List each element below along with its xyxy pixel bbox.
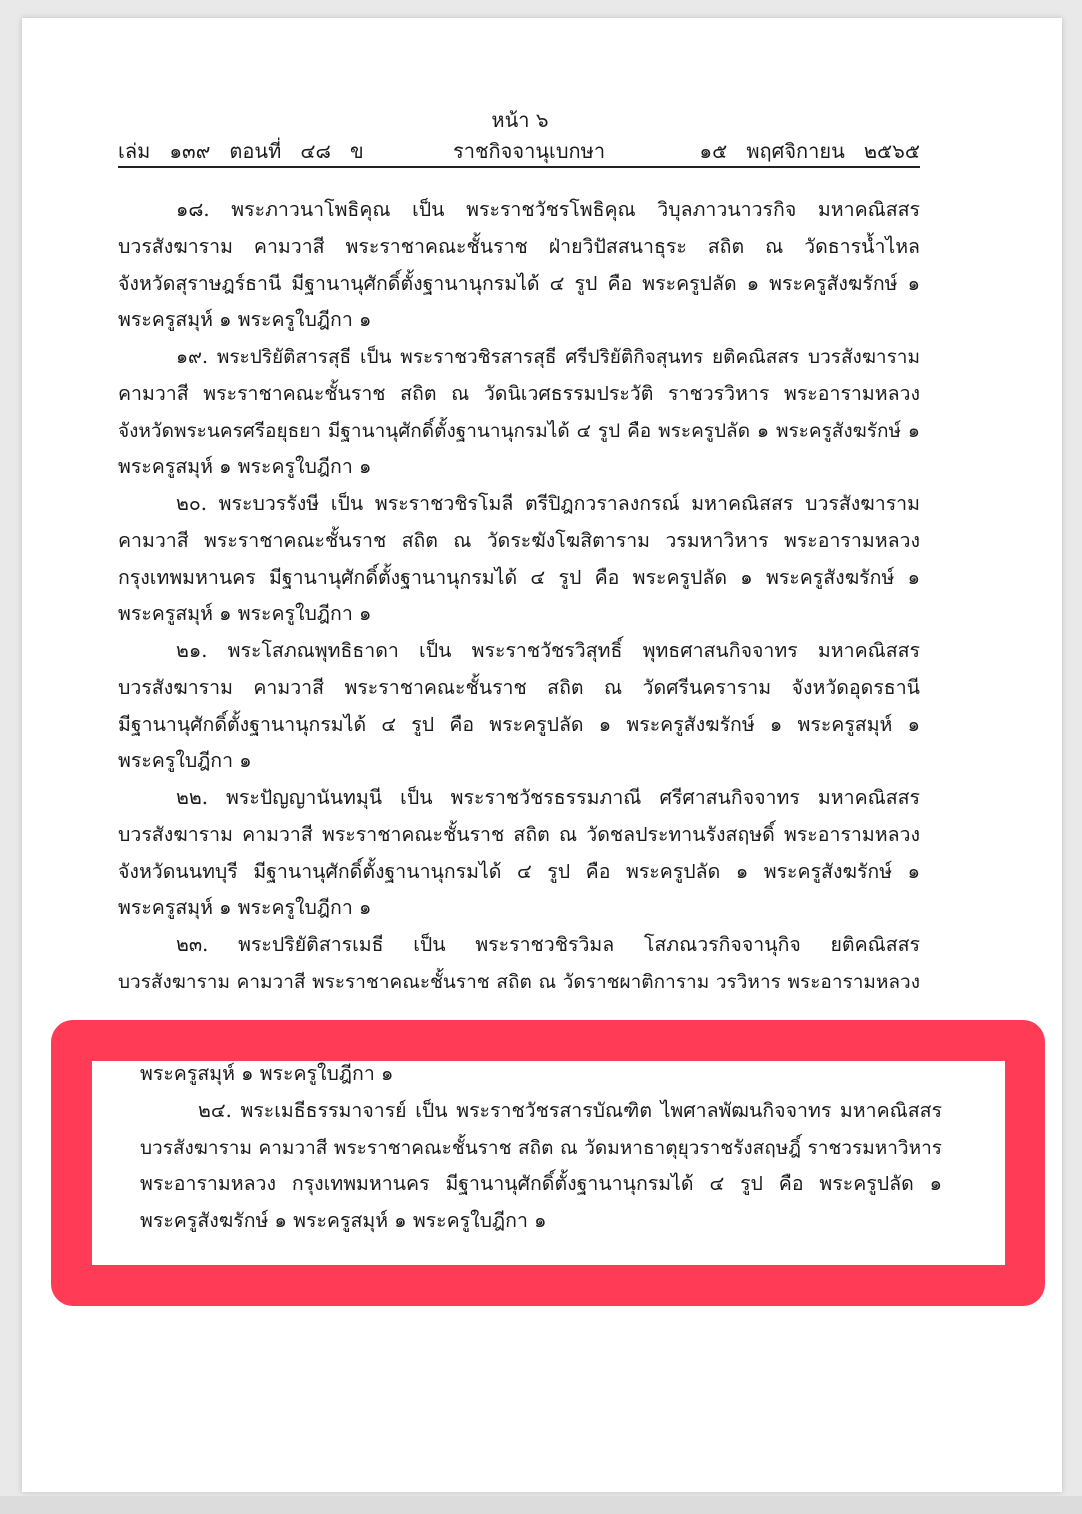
gazette-header (118, 138, 920, 168)
volume-issue: เล่ม ๑๓๙ ตอนที่ ๔๘ ข (118, 139, 364, 163)
text-line: บวรสังฆาราม คามวาสี พระราชาคณะชั้นราช สถิต ณ วัดศรีนคราราม จังหวัดอุดรธานี (118, 675, 920, 699)
text-line: ๒๔. พระเมธีธรรมาจารย์ เป็น พระราชวัชรสารบัณฑิต ไพศาลพัฒนกิจจาทร มหาคณิสสร (198, 1098, 942, 1122)
text-line: พระอารามหลวง กรุงเทพมหานคร มีฐานานุศักดิ์ตั้งฐานานุกรมได้ ๔ รูป คือ พระครูปลัด ๑ (140, 1172, 942, 1196)
text-line: บวรสังฆาราม คามวาสี พระราชาคณะชั้นราช สถิต ณ วัดราชผาติการาม วรวิหาร พระอารามหลวง (118, 970, 920, 993)
text-line: จังหวัดสุราษฎร์ธานี มีฐานานุศักดิ์ตั้งฐานานุกรมได้ ๔ รูป คือ พระครูปลัด ๑ พระครูสังฆรักษ์ ๑ (118, 271, 920, 295)
text-line: พระครูสมุห์ ๑ พระครูใบฎีกา ๑ (140, 1062, 394, 1085)
text-line: พระครูใบฎีกา ๑ (118, 749, 252, 773)
text-line: จังหวัดพระนครศรีอยุธยา มีฐานานุศักดิ์ตั้งฐานานุกรมได้ ๔ รูป คือ พระครูปลัด ๑ พระครูสังฆรักษ์ ๑ (118, 419, 920, 442)
publication-date: ๑๕ พฤศจิกายน ๒๕๖๕ (699, 139, 920, 163)
text-line: บวรสังฆาราม คามวาสี พระราชาคณะชั้นราช สถิต ณ วัดชลประทานรังสฤษดิ์ พระอารามหลวง (118, 822, 920, 846)
page-number: หน้า ๖ (491, 108, 549, 132)
highlighted-paragraph (140, 1056, 942, 1240)
text-line: ๒๐. พระบวรรังษี เป็น พระราชวชิรโมลี ตรีปิฎกวราลงกรณ์ มหาคณิสสร บวรสังฆาราม (176, 492, 920, 515)
text-line: พระครูสมุห์ ๑ พระครูใบฎีกา ๑ (118, 896, 372, 920)
gazette-name: ราชกิจจานุเบกษา (453, 139, 606, 163)
text-line: พระครูสมุห์ ๑ พระครูใบฎีกา ๑ (118, 602, 372, 626)
announcement-body (118, 192, 920, 1001)
text-line: คามวาสี พระราชาคณะชั้นราช สถิต ณ วัดนิเวศธรรมประวัติ ราชวรวิหาร พระอารามหลวง (118, 381, 920, 405)
text-line: ๑๘. พระภาวนาโพธิคุณ เป็น พระราชวัชรโพธิคุณ วิบุลภาวนาวรกิจ มหาคณิสสร (176, 198, 920, 221)
text-line: ๑๙. พระปริยัติสารสุธี เป็น พระราชวชิรสารสุธี ศรีปริยัติกิจสุนทร ยติคณิสสร บวรสังฆาราม (176, 346, 920, 368)
text-line: บวรสังฆาราม คามวาสี พระราชาคณะชั้นราช สถิต ณ วัดมหาธาตุยุวราชรังสฤษฎิ์ ราชวรมหาวิหาร (140, 1136, 942, 1159)
text-line: พระครูสังฆรักษ์ ๑ พระครูสมุห์ ๑ พระครูใบฎีกา ๑ (140, 1209, 547, 1232)
text-line: มีฐานานุศักดิ์ตั้งฐานานุกรมได้ ๔ รูป คือ พระครูปลัด ๑ พระครูสังฆรักษ์ ๑ พระครูสมุห์ ๑ (118, 712, 920, 736)
text-line: กรุงเทพมหานคร มีฐานานุศักดิ์ตั้งฐานานุกรมได้ ๔ รูป คือ พระครูปลัด ๑ พระครูสังฆรักษ์ ๑ (118, 565, 920, 589)
text-line: ๒๒. พระปัญญานันทมุนี เป็น พระราชวัชรธรรมภาณี ศรีศาสนกิจจาทร มหาคณิสสร (176, 786, 920, 809)
text-line: พระครูสมุห์ ๑ พระครูใบฎีกา ๑ (118, 308, 372, 332)
text-line: คามวาสี พระราชาคณะชั้นราช สถิต ณ วัดระฆังโฆสิตาราม วรมหาวิหาร พระอารามหลวง (118, 528, 920, 552)
text-line: บวรสังฆาราม คามวาสี พระราชาคณะชั้นราช ฝ่ายวิปัสสนาธุระ สถิต ณ วัดธารน้ำไหล (118, 234, 920, 258)
text-line: จังหวัดนนทบุรี มีฐานานุศักดิ์ตั้งฐานานุกรมได้ ๔ รูป คือ พระครูปลัด ๑ พระครูสังฆรักษ์ ๑ (118, 859, 920, 883)
text-line: พระครูสมุห์ ๑ พระครูใบฎีกา ๑ (118, 455, 372, 479)
text-line: ๒๓. พระปริยัติสารเมธี เป็น พระราชวชิรวิมล โสภณวรกิจจานุกิจ ยติคณิสสร (176, 933, 920, 956)
text-line: ๒๑. พระโสภณพุทธิธาดา เป็น พระราชวัชรวิสุทธิ์ พุทธศาสนกิจจาทร มหาคณิสสร (176, 639, 920, 662)
bottom-edge (0, 1496, 1082, 1514)
